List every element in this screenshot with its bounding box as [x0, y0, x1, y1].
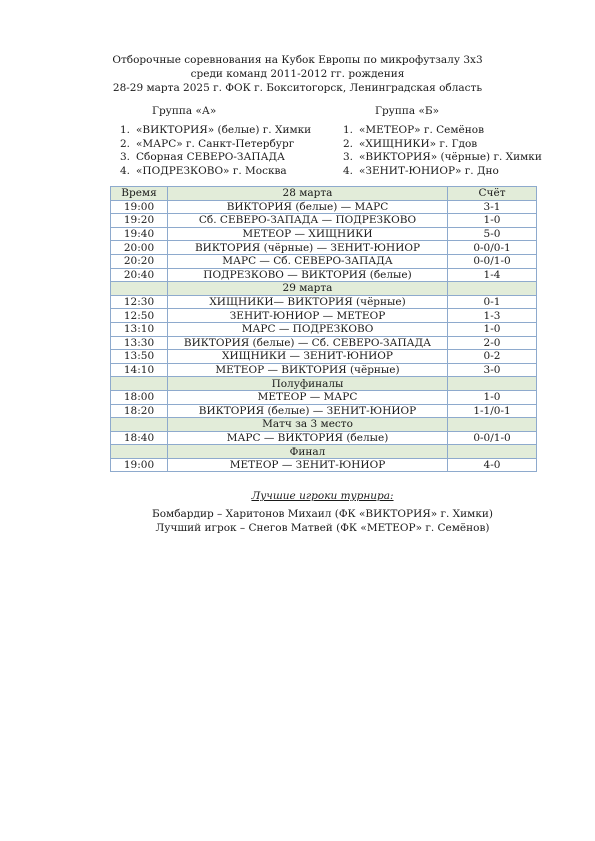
group-a-team: 3. Сборная СЕВЕРО-ЗАПАДА [120, 151, 286, 163]
section-title: Полуфиналы [168, 377, 448, 391]
table-cell: 13:10 [111, 322, 168, 336]
table-cell: 19:00 [111, 458, 168, 472]
table-cell: 18:20 [111, 404, 168, 418]
table-row [111, 214, 537, 228]
table-cell: 20:20 [111, 254, 168, 268]
table-cell: ВИКТОРИЯ (чёрные) — ЗЕНИТ-ЮНИОР [168, 241, 448, 255]
table-row [111, 322, 537, 336]
table-cell: 0-2 [448, 350, 537, 364]
table-cell: ЗЕНИТ-ЮНИОР — МЕТЕОР [168, 309, 448, 323]
table-cell: 0-1 [448, 295, 537, 309]
table-cell: ПОДРЕЗКОВО — ВИКТОРИЯ (белые) [168, 268, 448, 282]
table-cell: 12:30 [111, 295, 168, 309]
table-cell: 5-0 [448, 227, 537, 241]
table-cell: 20:40 [111, 268, 168, 282]
table-cell [111, 445, 168, 459]
table-cell: 20:00 [111, 241, 168, 255]
table-cell: 1-0 [448, 214, 537, 228]
table-cell: ХИЩНИКИ— ВИКТОРИЯ (чёрные) [168, 295, 448, 309]
table-cell: ВИКТОРИЯ (белые) — МАРС [168, 200, 448, 214]
table-cell: ВИКТОРИЯ (белые) — ЗЕНИТ-ЮНИОР [168, 404, 448, 418]
table-cell: 14:10 [111, 363, 168, 377]
group-a-team: 1. «ВИКТОРИЯ» (белые) г. Химки [120, 124, 312, 136]
table-cell: 3-1 [448, 200, 537, 214]
table-cell: 0-0/1-0 [448, 431, 537, 445]
table-cell: МЕТЕОР — ЗЕНИТ-ЮНИОР [168, 458, 448, 472]
table-cell: 12:50 [111, 309, 168, 323]
table-cell [111, 377, 168, 391]
group-a-team-list [120, 124, 311, 178]
table-row [111, 200, 537, 214]
table-cell: 19:20 [111, 214, 168, 228]
table-cell: 13:30 [111, 336, 168, 350]
group-b-team-list [343, 124, 542, 178]
table-row [111, 363, 537, 377]
best-players-title: Лучшие игроки турнира: [251, 490, 394, 502]
table-cell: 19:40 [111, 227, 168, 241]
table-row [111, 350, 537, 364]
table-cell [448, 377, 537, 391]
table-cell: 4-0 [448, 458, 537, 472]
header-line-3: 28-29 марта 2025 г. ФОК г. Бокситогорск, Ленинградская область [112, 82, 483, 94]
table-cell [448, 282, 537, 296]
table-cell: МЕТЕОР — ВИКТОРИЯ (чёрные) [168, 363, 448, 377]
group-b-team: 1. «МЕТЕОР» г. Семёнов [343, 124, 484, 136]
table-row [111, 254, 537, 268]
table-cell [111, 418, 168, 432]
group-a-title: Группа «А» [152, 105, 217, 117]
table-cell: 18:40 [111, 431, 168, 445]
table-cell: 18:00 [111, 390, 168, 404]
section-title: 29 марта [168, 282, 448, 296]
table-cell: МАРС — ПОДРЕЗКОВО [168, 322, 448, 336]
group-b-title: Группа «Б» [375, 105, 440, 117]
table-cell: Сб. СЕВЕРО-ЗАПАДА — ПОДРЕЗКОВО [168, 214, 448, 228]
best-player: Лучший игрок – Снегов Матвей (ФК «МЕТЕОР» г. Семёнов) [155, 522, 490, 534]
table-row [111, 431, 537, 445]
header-line-1: Отборочные соревнования на Кубок Европы по микрофутзалу 3х3 [112, 54, 483, 66]
table-cell [448, 445, 537, 459]
group-b-team: 3. «ВИКТОРИЯ» (чёрные) г. Химки [343, 151, 542, 163]
table-cell: МАРС — Сб. СЕВЕРО-ЗАПАДА [168, 254, 448, 268]
section-title: Финал [168, 445, 448, 459]
table-cell: 0-0/0-1 [448, 241, 537, 255]
table-cell [111, 282, 168, 296]
table-cell: МЕТЕОР — ХИЩНИКИ [168, 227, 448, 241]
section-row-final [111, 445, 537, 459]
table-row [111, 336, 537, 350]
table-cell: МЕТЕОР — МАРС [168, 390, 448, 404]
table-cell: 1-0 [448, 390, 537, 404]
table-cell: 2-0 [448, 336, 537, 350]
table-cell: 13:50 [111, 350, 168, 364]
table-row [111, 404, 537, 418]
table-row [111, 241, 537, 255]
header-line-2: среди команд 2011-2012 гг. рождения [190, 68, 405, 80]
header-time: Время [111, 187, 168, 201]
header-score: Счёт [448, 187, 537, 201]
section-row-third-place [111, 418, 537, 432]
table-row [111, 458, 537, 472]
table-cell: ВИКТОРИЯ (белые) — Сб. СЕВЕРО-ЗАПАДА [168, 336, 448, 350]
best-scorer: Бомбардир – Харитонов Михаил (ФК «ВИКТОРИЯ» г. Химки) [152, 508, 493, 520]
table-row [111, 295, 537, 309]
table-row [111, 390, 537, 404]
schedule-table [110, 186, 537, 472]
section-row-semifinals [111, 377, 537, 391]
table-cell: 3-0 [448, 363, 537, 377]
table-row [111, 268, 537, 282]
group-a-team: 4. «ПОДРЕЗКОВО» г. Москва [120, 164, 287, 177]
header-date-1: 28 марта [168, 187, 448, 201]
document-header [0, 53, 595, 95]
group-a-team: 2. «МАРС» г. Санкт-Петербург [120, 137, 295, 150]
group-b-team: 2. «ХИЩНИКИ» г. Гдов [343, 137, 478, 150]
table-cell: 1-3 [448, 309, 537, 323]
table-cell: 1-1/0-1 [448, 404, 537, 418]
table-header-row [111, 187, 537, 201]
table-cell [448, 418, 537, 432]
group-b-team: 4. «ЗЕНИТ-ЮНИОР» г. Дно [343, 164, 499, 177]
table-cell: ХИЩНИКИ — ЗЕНИТ-ЮНИОР [168, 350, 448, 364]
section-title: Матч за 3 место [168, 418, 448, 432]
table-cell: 0-0/1-0 [448, 254, 537, 268]
table-cell: МАРС — ВИКТОРИЯ (белые) [168, 431, 448, 445]
table-cell: 19:00 [111, 200, 168, 214]
table-row [111, 309, 537, 323]
table-cell: 1-4 [448, 268, 537, 282]
table-row [111, 227, 537, 241]
table-cell: 1-0 [448, 322, 537, 336]
section-row-day-2 [111, 282, 537, 296]
